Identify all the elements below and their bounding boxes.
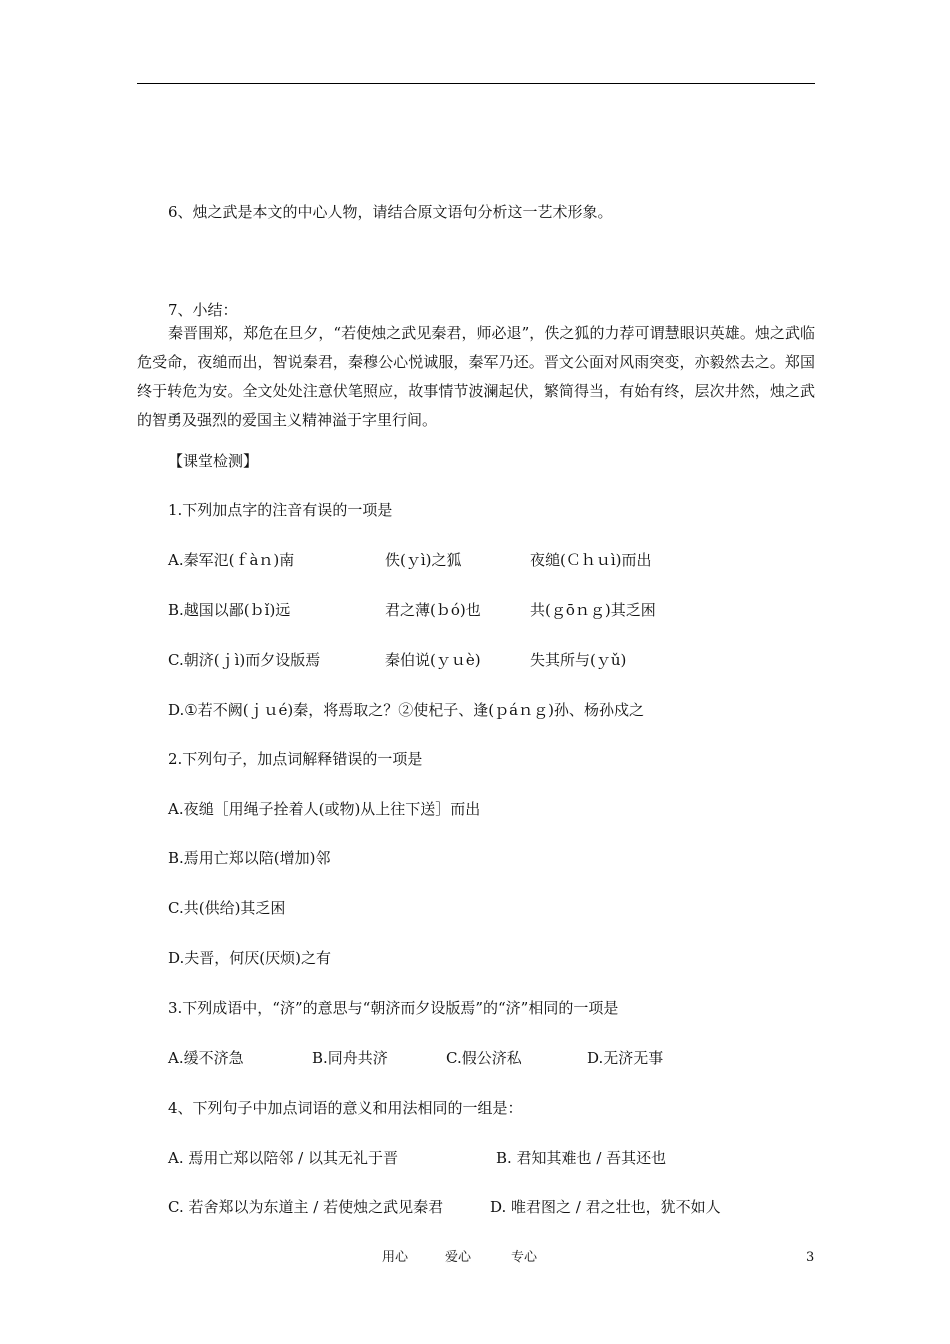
q3-option-c: C.假公济私 (446, 1049, 522, 1067)
q1-option-b-1: B.越国以鄙(ｂǐ)远 (168, 601, 291, 619)
section-title: 【课堂检测】 (168, 452, 259, 470)
q1-option-b-3: 共(ｇōｎｇ)其乏困 (530, 601, 656, 619)
q2-option-b: B.焉用亡郑以陪(增加)邻 (168, 849, 331, 867)
footer-text-2: 爱心 (445, 1250, 472, 1265)
summary-paragraph: 秦晋围郑，郑危在旦夕，“若使烛之武见秦君，师必退”，佚之狐的力荐可谓慧眼识英雄。烛之武临危受命，夜缒而出，智说秦君，秦穆公心悦诚服，秦军乃还。晋文公面对风雨突变，亦毅然去之。郑国终于转危为安。全文处处注意伏笔照应，故事情节波澜起伏，繁简得当，有始有终，层次井然，烛之武的智勇及强烈的爱国主义精神溢于字里行间。 (137, 324, 815, 429)
page-number: 3 (806, 1250, 815, 1265)
q2-option-c: C.共(供给)其乏困 (168, 899, 286, 917)
q1-option-a-3: 夜缒(Ｃｈｕì)而出 (530, 551, 652, 569)
q1-option-c-2: 秦伯说(ｙｕè) (385, 651, 481, 669)
q1-option-a-2: 佚(ｙì)之狐 (385, 551, 462, 569)
footer-text-1: 用心 (382, 1250, 409, 1265)
q4-option-c: C. 若舍郑以为东道主 / 若使烛之武见秦君 (168, 1198, 444, 1216)
q4-option-b: B. 君知其难也 / 吾其还也 (496, 1149, 667, 1167)
question-1-stem: 1.下列加点字的注音有误的一项是 (168, 501, 393, 519)
question-3-stem: 3.下列成语中，“济”的意思与“朝济而夕设版焉”的“济”相同的一项是 (168, 999, 619, 1017)
q4-option-a: A. 焉用亡郑以陪邻 / 以其无礼于晋 (168, 1149, 398, 1167)
q2-option-d: D.夫晋，何厌(厌烦)之有 (168, 949, 331, 967)
q3-option-b: B.同舟共济 (312, 1049, 388, 1067)
question-6: 6、烛之武是本文的中心人物，请结合原文语句分析这一艺术形象。 (168, 203, 613, 221)
q1-option-c-3: 失其所与(ｙǔ) (530, 651, 627, 669)
header-rule (137, 83, 815, 84)
q3-option-a: A.缓不济急 (168, 1049, 244, 1067)
q1-option-c-1: C.朝济(ｊì)而夕设版焉 (168, 651, 321, 669)
question-7-title: 7、小结： (168, 301, 238, 319)
q2-option-a: A.夜缒［用绳子拴着人(或物)从上往下送］而出 (168, 800, 481, 818)
question-2-stem: 2.下列句子，加点词解释错误的一项是 (168, 750, 423, 768)
question-4-stem: 4、下列句子中加点词语的意义和用法相同的一组是： (168, 1099, 523, 1117)
q3-option-d: D.无济无事 (587, 1049, 664, 1067)
footer-text-3: 专心 (511, 1250, 538, 1265)
q1-option-b-2: 君之薄(ｂó)也 (385, 601, 481, 619)
q1-option-d: D.①若不阙(ｊｕé)秦，将焉取之？②使杞子、逢(ｐáｎｇ)孙、杨孙戍之 (168, 701, 644, 719)
q1-option-a-1: A.秦军氾(ｆàｎ)南 (168, 551, 295, 569)
q4-option-d: D. 唯君图之 / 君之壮也，犹不如人 (490, 1198, 721, 1216)
